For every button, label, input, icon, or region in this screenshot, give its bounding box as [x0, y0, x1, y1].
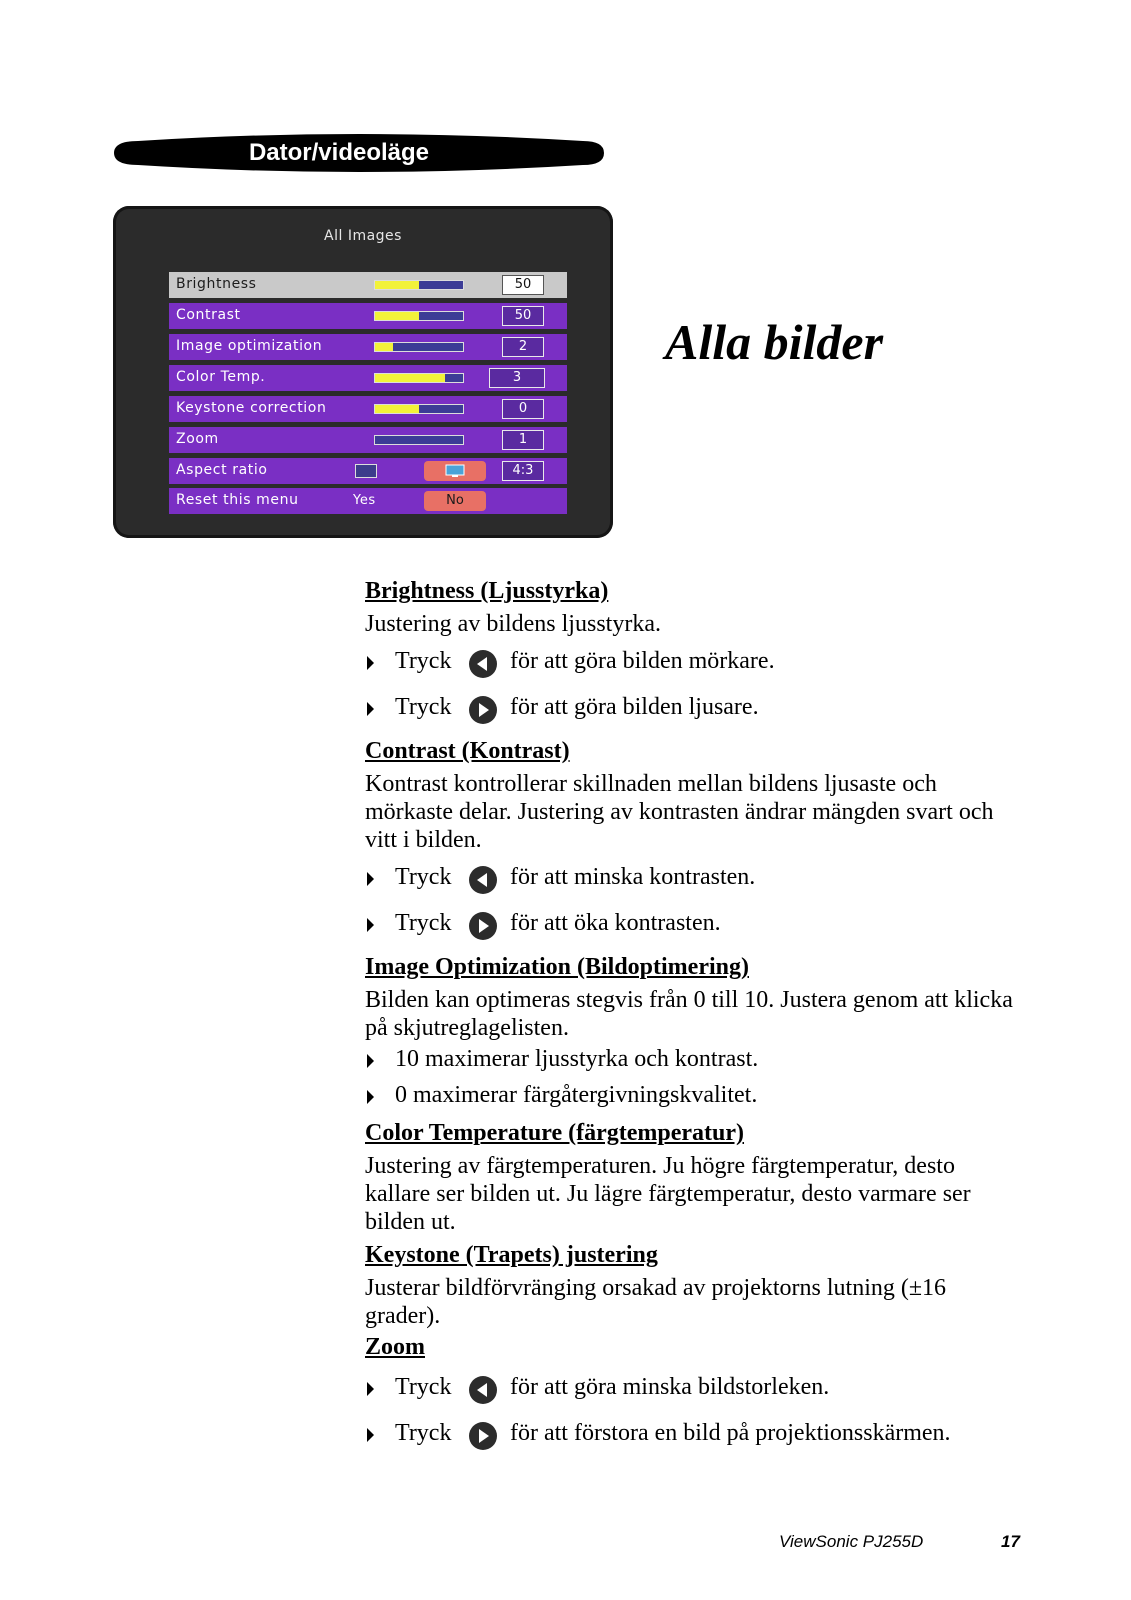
osd-row-value: 50	[502, 275, 544, 295]
osd-row-value: 2	[502, 337, 544, 357]
paragraph-color-temperature: Justering av färgtemperaturen. Ju högre färgtemperatur, desto kallare ser bilden ut. Ju lägre färgtemperatur, desto varmare ser bilden ut.	[365, 1153, 971, 1235]
paragraph-brightness: Justering av bildens ljusstyrka.	[365, 611, 661, 637]
bullet-text: för att göra bilden ljusare.	[510, 694, 759, 720]
bullet-arrow-icon	[367, 1054, 374, 1068]
osd-title: All Images	[324, 228, 402, 244]
left-button-icon	[468, 649, 498, 679]
page-number: 17	[1001, 1532, 1020, 1551]
reset-no-option[interactable]: No	[424, 491, 486, 511]
osd-row-keystone[interactable]	[169, 396, 567, 422]
osd-menu	[113, 206, 613, 538]
heading-contrast: Contrast (Kontrast)	[365, 738, 570, 764]
bullet-text: Tryck	[395, 1420, 452, 1446]
bullet-text: för att förstora en bild på projektionsskärmen.	[510, 1420, 951, 1446]
bullet-text: för att öka kontrasten.	[510, 910, 721, 936]
osd-row-label: Reset this menu	[176, 492, 299, 508]
bullet-text: för att göra bilden mörkare.	[510, 648, 775, 674]
bullet-text: Tryck	[395, 1374, 452, 1400]
bullet-arrow-icon	[367, 702, 374, 716]
paragraph-keystone: Justerar bildförvränging orsakad av projektorns lutning (±16 grader).	[365, 1275, 947, 1329]
right-button-icon	[468, 695, 498, 725]
bullet-arrow-icon	[367, 918, 374, 932]
right-button-icon	[468, 911, 498, 941]
osd-row-reset[interactable]	[169, 488, 567, 514]
footer-model: ViewSonic PJ255D	[779, 1532, 924, 1551]
osd-row-label: Color Temp.	[176, 369, 266, 385]
heading-image-optimization: Image Optimization (Bildoptimering)	[365, 954, 749, 980]
image-optimization-slider[interactable]	[374, 342, 464, 352]
osd-row-value: 0	[502, 399, 544, 419]
keystone-slider[interactable]	[374, 404, 464, 414]
osd-row-zoom[interactable]	[169, 427, 567, 453]
osd-row-aspect-ratio[interactable]	[169, 458, 567, 484]
osd-row-label: Image optimization	[176, 338, 323, 354]
bullet-arrow-icon	[367, 656, 374, 670]
osd-row-contrast[interactable]	[169, 303, 567, 329]
reset-yes-option[interactable]: Yes	[353, 493, 376, 508]
osd-row-label: Contrast	[176, 307, 241, 323]
osd-row-label: Aspect ratio	[176, 462, 268, 478]
zoom-slider[interactable]	[374, 435, 464, 445]
osd-row-label: Zoom	[176, 431, 219, 447]
brightness-slider[interactable]	[374, 280, 464, 290]
left-button-icon	[468, 865, 498, 895]
heading-zoom: Zoom	[365, 1334, 425, 1360]
osd-row-label: Keystone correction	[176, 400, 327, 416]
heading-color-temperature: Color Temperature (färgtemperatur)	[365, 1120, 745, 1146]
osd-row-color-temp[interactable]	[169, 365, 567, 391]
bullet-text: Tryck	[395, 910, 452, 936]
osd-row-brightness[interactable]	[169, 272, 567, 298]
right-button-icon	[468, 1421, 498, 1451]
bullet-arrow-icon	[367, 1428, 374, 1442]
left-button-icon	[468, 1375, 498, 1405]
osd-row-value: 50	[502, 306, 544, 326]
monitor-icon[interactable]	[355, 464, 377, 478]
section-banner	[108, 133, 610, 173]
osd-row-value: 3	[489, 368, 545, 388]
bullet-text: Tryck	[395, 694, 452, 720]
bullet-arrow-icon	[367, 872, 374, 886]
osd-row-value: 4:3	[502, 461, 544, 481]
bullet-text: för att minska kontrasten.	[510, 864, 756, 890]
widescreen-option[interactable]	[424, 461, 486, 481]
monitor-icon	[445, 464, 465, 478]
heading-keystone: Keystone (Trapets) justering	[365, 1242, 658, 1268]
bullet-text: Tryck	[395, 648, 452, 674]
bullet-text: Tryck	[395, 864, 452, 890]
bullet-arrow-icon	[367, 1090, 374, 1104]
contrast-slider[interactable]	[374, 311, 464, 321]
paragraph-contrast: Kontrast kontrollerar skillnaden mellan bildens ljusaste och mörkaste delar. Justering av kontrasten ändrar mängden svart och vitt i bilden.	[365, 771, 994, 853]
osd-row-image-optimization[interactable]	[169, 334, 567, 360]
banner-title: Dator/videoläge	[248, 139, 430, 166]
heading-brightness: Brightness (Ljusstyrka)	[365, 578, 609, 604]
page-title: Alla bilder	[665, 314, 884, 370]
bullet-arrow-icon	[367, 1382, 374, 1396]
bullet-text: för att göra minska bildstorleken.	[510, 1374, 830, 1400]
bullet-text: 0 maximerar färgåtergivningskvalitet.	[395, 1082, 758, 1108]
paragraph-image-optimization: Bilden kan optimeras stegvis från 0 till 10. Justera genom att klicka på skjutreglagelisten.	[365, 987, 1013, 1041]
bullet-text: 10 maximerar ljusstyrka och kontrast.	[395, 1046, 759, 1072]
osd-row-label: Brightness	[176, 276, 257, 292]
color-temp-slider[interactable]	[374, 373, 464, 383]
osd-row-value: 1	[502, 430, 544, 450]
